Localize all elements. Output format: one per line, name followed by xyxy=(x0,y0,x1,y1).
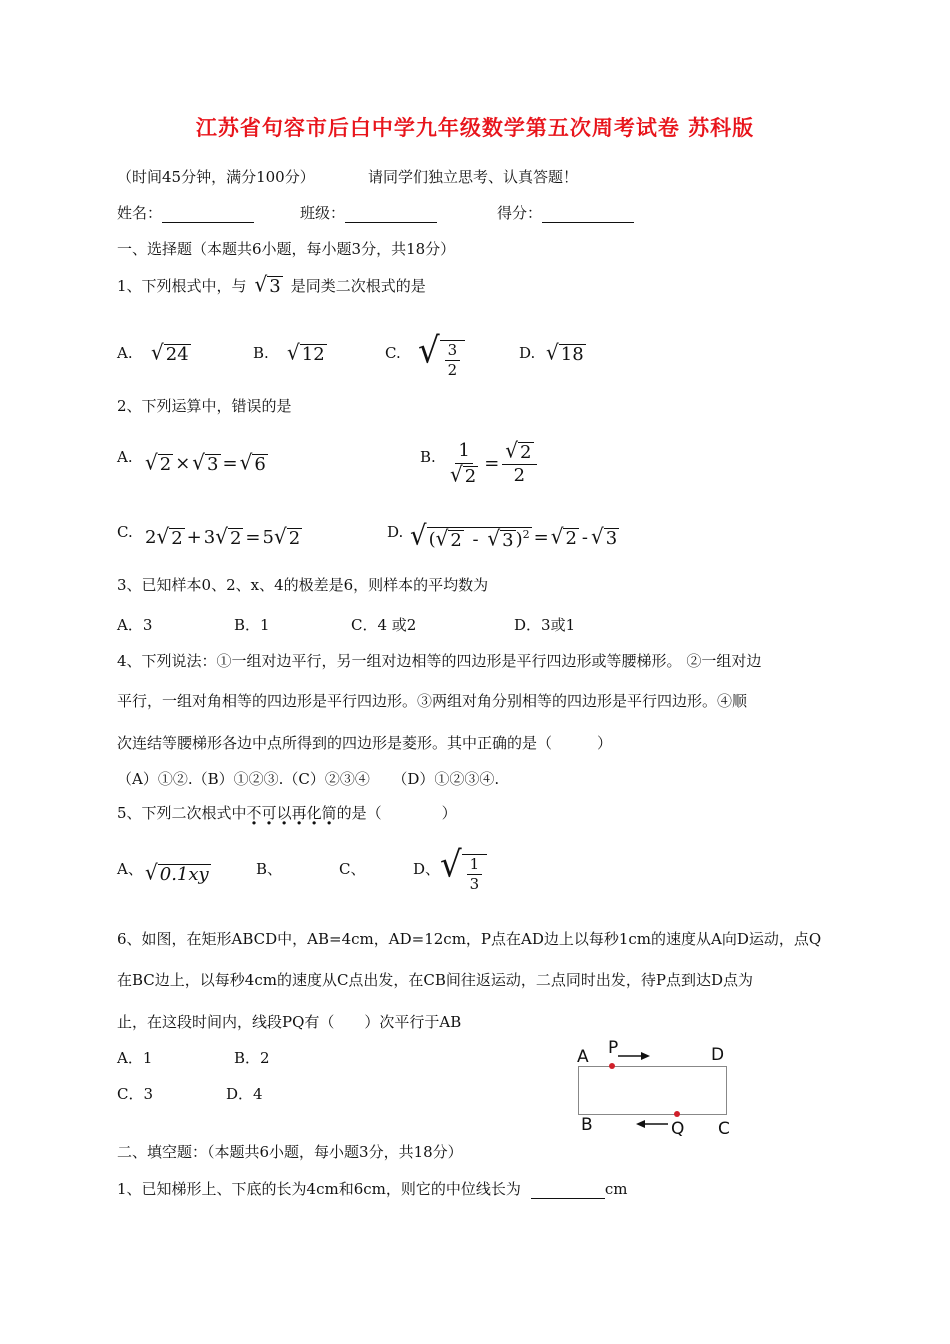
q6-line3: 止，在这段时间内，线段PQ有（ ）次平行于AB xyxy=(117,1013,462,1031)
q5-option-d: √ $\frac{1}{3}$ xyxy=(440,848,487,894)
q2-b-rnum: 2 xyxy=(520,442,532,463)
q2-a-res: 6 xyxy=(254,454,266,475)
q3-option-c: C．4 或2 xyxy=(351,616,417,634)
q5-d-label: D、 xyxy=(413,860,441,878)
q4-line1: 4、下列说法：①一组对边平行，另一组对边相等的四边形是平行四边形或等腰梯形。 ②一组对边 xyxy=(117,652,762,670)
q1-option-c-label: C. xyxy=(385,344,401,362)
label-a: A xyxy=(577,1047,589,1067)
q4-line2: 平行，一组对角相等的四边形是平行四边形。③两组对角分别相等的四边形是平行四边形。④顺 xyxy=(117,692,748,710)
q2-b-label: B. xyxy=(420,448,436,466)
q5-stem-emphasis xyxy=(247,804,337,822)
q2-d-r2: 3 xyxy=(502,530,514,551)
time-info: （时间45分钟，满分100分） xyxy=(117,168,315,186)
q5-b-label: B、 xyxy=(256,860,283,878)
score-field xyxy=(497,202,634,223)
q1-stem xyxy=(117,271,426,298)
emphasis-char: 简 xyxy=(321,804,337,822)
class-label: 班级： xyxy=(300,204,346,222)
q2-d-r3: 2 xyxy=(565,527,577,549)
q2-b-eq: = xyxy=(484,453,500,475)
q2-a-l: 2 xyxy=(159,454,172,475)
emphasis-char: 再 xyxy=(291,804,307,822)
emphasis-char: 化 xyxy=(306,804,322,822)
q1-option-d-label: D. xyxy=(519,344,536,362)
label-c: C xyxy=(718,1119,730,1139)
q2-d-minus: - xyxy=(472,529,479,550)
q1-stem-pre: 1、下列根式中，与 xyxy=(117,277,247,296)
q2-d-minus2: - xyxy=(581,526,588,548)
class-field xyxy=(300,202,437,223)
q2-stem: 2、下列运算中，错误的是 xyxy=(117,397,292,415)
q3-stem: 3、已知样本0、2、x、4的极差是6，则样本的平均数为 xyxy=(117,576,489,594)
name-label: 姓名： xyxy=(117,204,163,222)
q1-a-radicand: 24 xyxy=(165,344,189,365)
q5-d-num: 1 xyxy=(467,855,483,875)
q2-a-op: × xyxy=(175,453,191,475)
q5-option-a: √ 0.1xy xyxy=(145,859,209,885)
q2-d-label: D. xyxy=(387,523,404,541)
score-label: 得分： xyxy=(497,204,543,222)
q5-a-radicand: 0.1xy xyxy=(159,864,209,885)
q2-d-r4: 3 xyxy=(605,527,618,549)
q5-c-label: C、 xyxy=(339,860,366,878)
q2-c-coef3: 5 xyxy=(262,527,274,549)
q2-c-coef1: 2 xyxy=(145,527,157,549)
emphasis-char: 不 xyxy=(246,804,262,822)
q1-stem-post: 是同类二次根式的是 xyxy=(290,277,426,296)
name-blank[interactable] xyxy=(162,206,254,223)
q2-b-num: 1 xyxy=(455,440,472,464)
q1-d-radicand: 18 xyxy=(560,344,584,365)
class-blank[interactable] xyxy=(345,206,437,223)
fill-q1-stem: 1、已知梯形上、下底的长为4cm和6cm，则它的中位线长为 xyxy=(117,1180,521,1198)
q6-option-b: B．2 xyxy=(234,1049,270,1067)
q6-line1: 6、如图，在矩形ABCD中，AB=4cm，AD=12cm，P点在AD边上以每秒1cm的速度从A向D运动，点Q xyxy=(117,930,822,948)
page-title: 江苏省句容市后白中学九年级数学第五次周考试卷 苏科版 xyxy=(195,115,755,140)
q2-option-c: 2 √ 2 + 3 √ 2 = 5 √ 2 xyxy=(145,523,301,549)
point-q xyxy=(674,1111,680,1117)
q6-line2: 在BC边上，以每秒4cm的速度从C点出发，在CB间往返运动，二点同时出发，待P点到达D点为 xyxy=(117,971,754,989)
q6-option-c: C．3 xyxy=(117,1085,154,1103)
label-b: B xyxy=(581,1115,593,1135)
q3-option-d: D．3或1 xyxy=(514,616,576,634)
fill-q1-unit: cm xyxy=(604,1180,628,1198)
emphasis-char: 以 xyxy=(276,804,292,822)
q2-c-r2: 2 xyxy=(229,528,242,549)
p-arrow-head xyxy=(641,1052,650,1060)
q3-option-a: A．3 xyxy=(117,616,153,634)
q5-a-label: A、 xyxy=(117,860,143,878)
rectangle-abcd xyxy=(579,1067,727,1115)
q2-c-plus: + xyxy=(186,527,202,549)
q1-option-b: √ 12 xyxy=(287,339,325,365)
score-blank[interactable] xyxy=(542,206,634,223)
q1-c-den: 2 xyxy=(447,360,458,379)
q5-stem-post: 的是（ ） xyxy=(336,804,457,822)
fill-q1 xyxy=(117,1178,628,1199)
section1-heading: 一、选择题（本题共6小题，每小题3分，共18分） xyxy=(117,240,456,258)
q1-sqrt: √ 3 xyxy=(254,271,281,297)
q2-d-open: ( xyxy=(428,529,436,550)
name-field xyxy=(117,202,254,223)
q6-option-d: D．4 xyxy=(226,1085,263,1103)
q2-b-rden: 2 xyxy=(513,464,526,486)
q2-a-eq: = xyxy=(222,453,238,475)
q2-c-r3: 2 xyxy=(288,528,301,549)
q5-stem xyxy=(117,802,457,823)
q4-line3: 次连结等腰梯形各边中点所得到的四边形是菱形。其中正确的是（ ） xyxy=(117,734,613,752)
q6-option-a: A．1 xyxy=(117,1049,153,1067)
q2-d-r1: 2 xyxy=(450,530,462,551)
q2-b-den: 2 xyxy=(464,465,477,487)
q5-stem-pre: 5、下列二次根式中 xyxy=(117,804,247,822)
q2-d-eq: = xyxy=(533,526,549,548)
q2-d-exp: 2 xyxy=(522,528,530,541)
rectangle-figure xyxy=(570,1036,750,1142)
section2-heading: 二、填空题：（本题共6小题，每小题3分，共18分） xyxy=(117,1143,463,1161)
q2-c-r1: 2 xyxy=(171,528,183,549)
q2-c-eq: = xyxy=(245,527,261,549)
q1-option-b-label: B. xyxy=(253,344,269,362)
q1-option-a: √ 24 xyxy=(151,339,189,365)
q4-options: （A）①②.（B）①②③.（C）②③④ （D）①②③④. xyxy=(117,770,500,788)
label-p: P xyxy=(608,1038,619,1058)
q-arrow-head xyxy=(636,1120,645,1128)
q3-option-b: B．1 xyxy=(234,616,270,634)
motto: 请同学们独立思考、认真答题！ xyxy=(368,168,579,186)
q2-c-label: C. xyxy=(117,523,133,541)
q2-a-r: 3 xyxy=(207,454,219,475)
q1-option-a-label: A. xyxy=(117,344,133,362)
q2-option-b: 1 √ 2 = √ 2 2 xyxy=(444,440,540,487)
emphasis-char: 可 xyxy=(261,804,277,822)
q1-option-c: √ $\frac{3}{2}$ xyxy=(418,334,465,380)
q2-option-a: √ 2 × √ 3 = √ 6 xyxy=(145,449,266,475)
q2-a-label: A. xyxy=(117,448,133,466)
q1-radicand: 3 xyxy=(269,276,281,297)
q2-d-close: ) xyxy=(515,529,523,550)
q1-c-num: 3 xyxy=(445,341,461,361)
q1-option-d: √ 18 xyxy=(546,339,584,365)
q2-c-coef2: 3 xyxy=(203,527,216,549)
fill-q1-blank[interactable] xyxy=(531,1182,605,1199)
label-q: Q xyxy=(671,1119,685,1139)
q2-option-d: √ ( √ 2 - √ 3 )$^2$ = √ 2 - √ 3 xyxy=(410,520,618,552)
q1-b-radicand: 12 xyxy=(301,344,325,365)
label-d: D xyxy=(711,1045,725,1065)
q5-d-den: 3 xyxy=(469,874,480,893)
point-p xyxy=(609,1063,615,1069)
